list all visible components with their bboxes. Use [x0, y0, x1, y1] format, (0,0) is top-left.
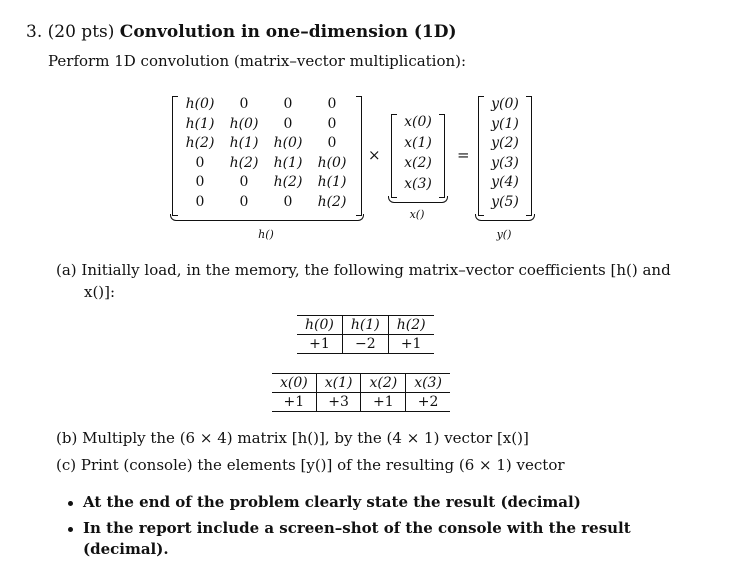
bullet-report-text: In the report include a screen–shot of the console with the result	[83, 519, 631, 537]
h-matrix-cell: h(2)	[229, 154, 259, 171]
x-underbrace	[388, 196, 448, 203]
x-vector-cell: x(1)	[404, 134, 432, 151]
h-matrix-cell: 0	[239, 96, 249, 112]
h-table-value-cell: +1	[400, 336, 422, 352]
x-table-value-row	[272, 393, 450, 412]
part-c: (c) Print (console) the elements [y()] of the resulting (6 × 1) vector	[56, 456, 565, 474]
convolution-equation	[166, 92, 546, 242]
h-matrix-cell: 0	[283, 115, 293, 132]
x-table-header-cell: x(1)	[316, 374, 361, 393]
bullet-icon	[68, 501, 73, 506]
h-table-value-cell: +1	[297, 335, 342, 354]
x-table-header-cell: x(3)	[406, 374, 450, 393]
bullet-icon	[68, 527, 73, 532]
y-vector-cell: y(5)	[491, 194, 519, 210]
h-matrix-cell: h(0)	[273, 135, 303, 152]
x-table-header-row	[272, 374, 450, 393]
y-underbrace-label: y()	[496, 228, 512, 241]
y-vector-cell: y(2)	[491, 135, 519, 152]
h-underbrace-label: h()	[258, 228, 274, 241]
h-coefficient-table	[297, 315, 434, 354]
h-matrix-cell: h(2)	[273, 174, 303, 191]
bullet-report	[68, 519, 631, 537]
h-matrix-cell: h(0)	[185, 96, 215, 112]
h-matrix-cell: h(1)	[273, 154, 303, 171]
x-table-value-cell: +2	[417, 394, 439, 410]
h-underbrace	[170, 214, 364, 221]
part-a-line2: x()]:	[84, 283, 116, 301]
y-vector-cell: y(4)	[491, 174, 519, 191]
part-a-line1: (a) Initially load, in the memory, the following matrix–vector coefficients [h() and	[56, 261, 671, 279]
x-vector-cell: x(3)	[404, 175, 432, 192]
x-table-header-cell: x(0)	[272, 374, 316, 393]
h-matrix-cell: 0	[327, 96, 337, 112]
problem-title	[26, 22, 457, 42]
y-vector-cell: y(0)	[491, 96, 519, 112]
h-table-header-cell: h(1)	[342, 316, 388, 335]
h-matrix-cell: h(1)	[229, 135, 259, 152]
h-matrix-right-bracket	[356, 96, 362, 216]
problem-intro: Perform 1D convolution (matrix–vector multiplication):	[48, 52, 467, 70]
x-table-header-cell: x(2)	[361, 374, 406, 393]
h-table-value-row	[297, 335, 434, 354]
h-table-value-cell: −2	[342, 335, 388, 354]
h-matrix-cell: 0	[239, 174, 249, 191]
h-matrix-cell: 0	[327, 115, 337, 132]
h-matrix-cell: 0	[239, 194, 249, 210]
equals-symbol: =	[457, 146, 470, 164]
part-b: (b) Multiply the (6 × 4) matrix [h()], by the (4 × 1) vector [x()]	[56, 429, 529, 447]
x-vector-cell: x(0)	[404, 114, 432, 130]
problem-heading: Convolution in one–dimension (1D)	[119, 22, 457, 42]
x-vector-cell: x(2)	[404, 155, 432, 171]
h-table-header-cell: h(2)	[388, 316, 433, 335]
h-matrix-cell: 0	[283, 194, 293, 210]
y-vector-cell: y(1)	[491, 115, 519, 132]
x-table-value-cell: +1	[272, 393, 316, 412]
bullet-result	[68, 493, 581, 511]
h-matrix-cell: 0	[195, 194, 205, 210]
problem-number: 3.	[26, 22, 43, 42]
h-matrix-cell: h(2)	[317, 194, 347, 210]
bullet-result-text: At the end of the problem clearly state the result (decimal)	[83, 493, 581, 511]
x-table-value-cell: +3	[316, 393, 361, 412]
y-vector-cell: y(3)	[491, 154, 519, 171]
h-matrix-cell: h(1)	[185, 115, 215, 132]
h-table-header-row	[297, 316, 434, 335]
h-table-header-cell: h(0)	[297, 316, 342, 335]
h-matrix-cell: 0	[283, 96, 293, 112]
x-underbrace-label: x()	[409, 208, 425, 221]
h-matrix-cell: 0	[195, 174, 205, 191]
h-matrix-cell: h(0)	[317, 154, 347, 171]
h-matrix-cell: 0	[195, 154, 205, 171]
y-underbrace	[475, 214, 535, 221]
h-matrix-cell: h(1)	[317, 174, 347, 191]
h-matrix-cell: h(2)	[185, 135, 215, 152]
h-matrix-cell: 0	[327, 135, 337, 152]
bullet-report-continued: (decimal).	[83, 540, 169, 558]
h-matrix-cell: h(0)	[229, 115, 259, 132]
problem-points: (20 pts)	[47, 22, 115, 42]
x-table-value-cell: +1	[361, 393, 406, 412]
x-coefficient-table	[272, 373, 450, 412]
times-symbol: ×	[368, 146, 381, 164]
